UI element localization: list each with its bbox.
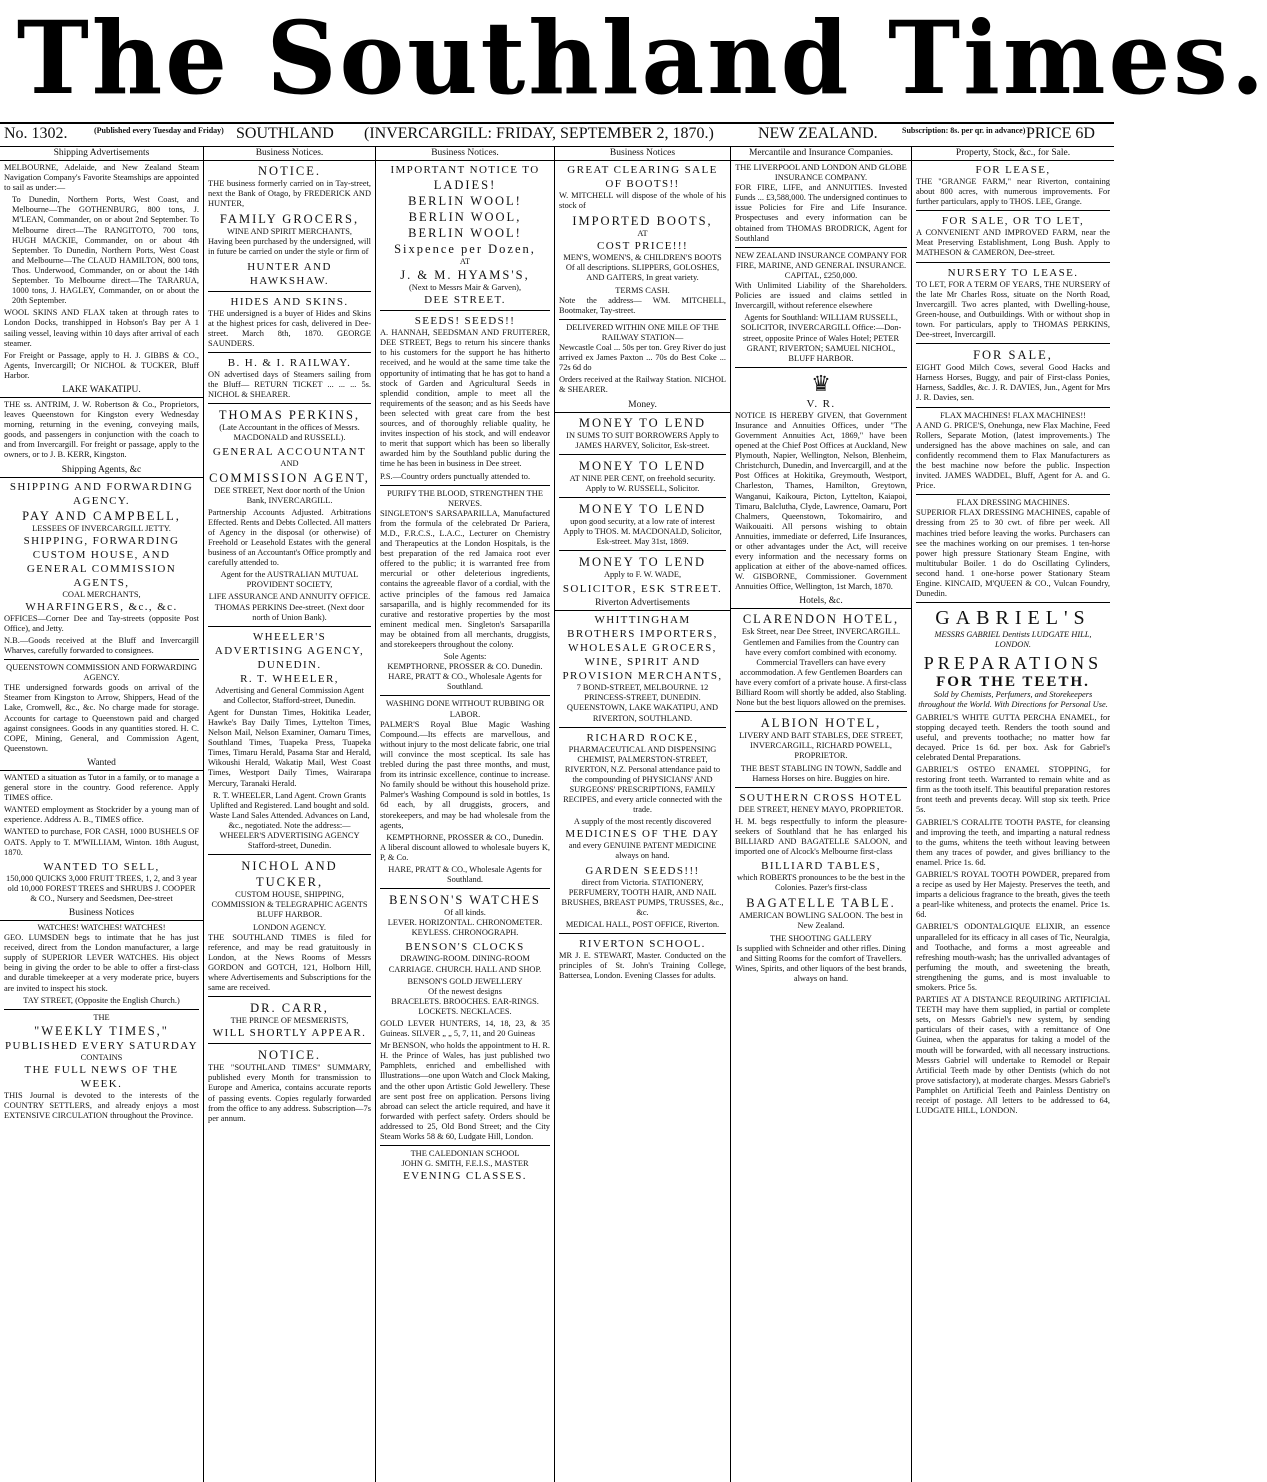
- ad-heading: SEEDS! SEEDS!!: [414, 315, 516, 328]
- column-shipping: [0, 146, 203, 1482]
- ad-line: SOLICITOR, ESK STREET.: [562, 583, 723, 596]
- section-heading: Shipping Agents, &c: [0, 463, 203, 478]
- ad-line: GENERAL ACCOUNTANT: [212, 446, 367, 459]
- ad-heading: "WEEKLY TIMES,": [34, 1023, 169, 1038]
- ad-line: WINE AND SPIRIT MERCHANTS,: [226, 227, 352, 237]
- gabriel-logo-address: MESSRS GABRIEL Dentists LUDGATE HILL, LONDON.: [934, 630, 1092, 650]
- ad-line: LESSEES OF INVERCARGILL JETTY.: [32, 523, 171, 533]
- ad-heading: SHIPPING AND FORWARDING AGENCY.: [9, 480, 194, 507]
- ad-heading: MONEY TO LEND: [578, 555, 707, 570]
- ad-text: With Unlimited Liability of the Shareholders. Policies are issued and claims settled in Invercargill, without reference elsewhere: [735, 281, 907, 311]
- ad-text: Agent for the AUSTRALIAN MUTUAL PROVIDENT SOCIETY,: [220, 570, 359, 590]
- ad-text: Newcastle Coal ... 50s per ton. Grey River do just arrived ex James Paxton ... 70s do Best Coke ... 72s 6d do: [559, 343, 726, 373]
- publication-schedule: (Published every Tuesday and Friday): [94, 126, 224, 135]
- column-insurance-hotels: [730, 146, 911, 1482]
- ad-text: A. HANNAH, SEEDSMAN AND FRUITERER, DEE STREET, Begs to return his sincere thanks to his customers for the support he has hitherto received, and he would at the same time take the opportunity of intimating that he has got to hand a stock of Garden and Agricultural Seeds in splendid condition, ample to meet all the requirements of the season; and as his Seeds have been selected with great care from the best sources, and of thoroughly reliable quality, he invites inspection of his stock, and will endeavor to merit that support which has been so liberally awarded him by the Southland public during the time he has been in business in Dee street.: [380, 328, 550, 469]
- ad-text: Advertising and General Commission Agent and Collector, Stafford-street, Dunedin.: [215, 685, 364, 705]
- masthead: [0, 0, 1267, 118]
- ad-line: CUSTOM HOUSE, AND: [32, 548, 171, 561]
- ad-text: which ROBERTS pronounces to be the best in the Colonies. Pazer's first-class: [737, 873, 905, 893]
- ad-text: AT NINE PER CENT, on freehold security. Apply to W. RUSSELL, Solicitor.: [569, 473, 716, 493]
- ad-line: AND: [280, 459, 299, 469]
- ad-heading: FOR SALE, OR TO LET,: [941, 215, 1085, 228]
- section-heading: Business Notices: [0, 906, 203, 921]
- ad-line: GENERAL COMMISSION AGENTS,: [26, 562, 177, 589]
- ad-heading: MONEY TO LEND: [578, 415, 707, 430]
- ad-heading: WASHING DONE WITHOUT RUBBING OR LABOR.: [385, 699, 545, 719]
- ad-text: Is supplied with Schneider and other rifles. Dining and Sitting Rooms for the comfort of Travellers. Wines, Spirits, and other liquors of the best brands, always on hand.: [735, 943, 907, 983]
- ad-text: R. T. WHEELER, Land Agent. Crown Grants Uplifted and Registered. Land bought and sold. Waste Land Sales Attended. Advances on Land, &c., negotiated. Note the address:— WHEELER'S ADVERTISING AGENCY Stafford-street, Dunedin.: [209, 790, 370, 851]
- ad-list: DRAWING-ROOM. DINING-ROOM CARRIAGE. CHURCH. HALL AND SHOP.: [388, 954, 542, 974]
- ad-text: DEE STREET, Next door north of the Union Bank, INVERCARGILL.: [214, 485, 365, 505]
- gabriel-logo-top: GABRIEL'S: [935, 607, 1091, 630]
- ad-heading: NURSERY TO LEASE.: [947, 266, 1079, 279]
- ad-heading: FOR LEASE,: [975, 164, 1051, 176]
- ad-text: MR J. E. STEWART, Master. Conducted on the principles of St. John's Training College, Battersea, London. Evening Classes for adults.: [559, 951, 726, 981]
- column-business-2: [375, 146, 554, 1482]
- ad-heading: QUEENSTOWN COMMISSION AND FORWARDING AGENCY.: [6, 663, 197, 683]
- ad-heading: B. H. & I. RAILWAY.: [227, 356, 352, 369]
- ad-text: Note the address— WM. MITCHELL, Bootmaker, Tay-street.: [559, 295, 726, 315]
- ad-text: Mr BENSON, who holds the appointment to H. R. H. the Prince of Wales, has just published two Pamphlets, enriched and embellished with Illustrations—one upon Watch and Clock Making, and the other upon Artistic Gold Jewellery. These are sent post free on application. Persons living abroad can select the article required, and have it forwarded with perfect safety. Orders should be addressed to 25, Old Bond Street; and the City Steam Works 58 & 60, Ludgate Hill, London.: [380, 1041, 550, 1142]
- ad-line: Of the newest designs: [428, 986, 502, 996]
- ad-line: J. & M. HYAMS'S,: [400, 268, 530, 283]
- ad-line: Of all kinds.: [444, 908, 486, 918]
- section-heading: Riverton Advertisements: [555, 596, 730, 611]
- ad-text: W. MITCHELL will dispose of the whole of his stock of: [559, 191, 726, 211]
- ad-heading: FLAX MACHINES! FLAX MACHINES!!: [940, 410, 1086, 420]
- ad-line: BERLIN WOOL! BERLIN WOOL, BERLIN WOOL!: [408, 194, 522, 240]
- ad-heading: HIDES AND SKINS.: [230, 295, 349, 308]
- dateline-place: SOUTHLAND: [236, 125, 334, 142]
- wanted-ad: WANTED employment as Stockrider by a young man of experience. Address A. B., TIMES office.: [4, 805, 199, 825]
- ad-line: COMMISSION AGENT,: [209, 470, 370, 485]
- ad-line: A supply of the most recently discovered: [573, 817, 712, 827]
- ad-heading: FOR SALE,: [973, 348, 1053, 363]
- ad-text: SUPERIOR FLAX DRESSING MACHINES, capable of dressing from 25 to 30 cwt. of fibre per week. All machines tried before leaving the works. Purchasers can see the machines working on our premises. 1 ten-horse power high pressure Stationary Steam Engine, with multitubular Boiler. 1 do do Oscillating Cylinders, second hand. 1 one-horse power Stationary Steam Engine. KINCAID, M'QUEEN & CO., Vulcan Foundry, Dunedin.: [916, 508, 1110, 599]
- ad-text: direct from Victoria. STATIONERY, PERFUMERY, TOOTH HAIR, AND NAIL BRUSHES, BREAST PUMPS, TRUSSES, &c., &c.: [561, 877, 724, 917]
- ad-text: PARTIES AT A DISTANCE REQUIRING ARTIFICIAL TEETH may have them supplied, in partial or complete sets, on Messrs Gabriel's new system, by sending particulars of their cases, with a remittance of One Guinea, when the apparatus for taking a model of the mouth will be forwarded, with all necessary instructions. Messrs Gabriel will undertake to Remodel or Repair Artificial Teeth made by other Dentists (which do not prove satisfactory), at moderate charges. Messrs Gabriel's Pamphlet on Artificial Teeth and Painless Dentistry on receipt of postage. All letters to be addressed to 64, LUDGATE HILL, LONDON.: [916, 995, 1110, 1116]
- ad-heading: RIVERTON SCHOOL.: [579, 938, 706, 951]
- ad-line: LIFE ASSURANCE AND ANNUITY OFFICE.: [208, 592, 371, 602]
- masthead-title: The Southland Times.: [16, 0, 1267, 117]
- ad-text: A AND G. PRICE'S, Onehunga, new Flax Machine, Feed Rollers, Separate Motion, (latest improvements.) The undersigned has the above machines on sale, and can confidently recommend them to Flax Manufacturers as the best machine now before the public. Inspection invited. JAMES WADDEL, Bluff, Agent for A. and G. Price.: [916, 420, 1110, 491]
- issue-price: PRICE 6D: [1026, 125, 1095, 142]
- ad-text: 7 BOND-STREET, MELBOURNE. 12 PRINCESS-STREET, DUNEDIN. QUEENSTOWN, LAKE WAKATIPU, AND RIVERTON, SOUTHLAND.: [566, 683, 719, 723]
- ad-text: upon good security, at a low rate of interest Apply to THOS. M. MACDONALD, Solicitor, Esk-street. May 31st, 1869.: [563, 516, 722, 547]
- ad-heading: PURIFY THE BLOOD, STRENGTHEN THE NERVES.: [387, 488, 543, 508]
- ad-heading: IMPORTANT NOTICE TO: [390, 164, 540, 176]
- ad-line: THE FULL NEWS OF THE WEEK.: [24, 1063, 179, 1090]
- ad-line: SHIPPING, FORWARDING: [23, 534, 180, 547]
- section-heading: Shipping Advertisements: [0, 146, 203, 161]
- ad-heading: DR. CARR,: [250, 1001, 329, 1016]
- royal-arms-icon: ♛: [811, 370, 831, 396]
- section-heading: Wanted: [0, 756, 203, 771]
- ad-heading: WANTED TO SELL,: [43, 860, 160, 873]
- ad-text: Agents for Southland: WILLIAM RUSSELL, SOLICITOR, INVERCARGILL Office:—Don-street, opposite Prince of Wales Hotel; PETER GRANT, RIVERTON; SAMUEL NICHOL, BLUFF HARBOR.: [740, 313, 902, 363]
- ad-heading: NOTICE.: [258, 164, 321, 178]
- dateline: [0, 122, 1114, 147]
- ad-line: TERMS CASH.: [615, 285, 670, 295]
- ad-heading: LONDON AGENCY.: [253, 922, 326, 932]
- ad-line: WILL SHORTLY APPEAR.: [212, 1027, 367, 1040]
- section-heading: Money.: [555, 398, 730, 413]
- antrim-notice: THE ss. ANTRIM, J. W. Robertson & Co., Proprietors, leaves Queenstown for Kingston every Wednesday morning, returning in the evening, conveying mails, goods, and passengers in conjunction with the coach to and from Invercargill. For freight or passage, apply to the owners, or to J. B. KERR, Kingston.: [4, 399, 199, 460]
- ad-text: THE "GRANGE FARM," near Riverton, containing about 800 acres, with numerous improvements. For further particulars, apply to THOS. LEE, Grange.: [916, 177, 1110, 207]
- wool-notice: WOOL SKINS AND FLAX taken at through rates to London Docks, transhipped in Hobson's Bay per A 1 sailing vessel, leaving within 10 days after arrival of each steamer.: [4, 308, 199, 348]
- ad-heading: BENSON'S CLOCKS: [405, 941, 525, 954]
- ad-heading: NICHOL AND TUCKER,: [241, 859, 338, 890]
- ad-text: A liberal discount allowed to wholesale buyers K, P, & Co.: [380, 842, 550, 862]
- ad-heading: LADIES!: [433, 178, 497, 192]
- ad-text: Esk Street, near Dee Street, INVERCARGILL. Gentlemen and Families from the Country can have every comfort combined with economy. Commercial Travellers can have every accommodation. A few Gentlemen Boarders can have every comfort of a private house. A first-class Billiard Room will shortly be added, also Stabling. None but the best liquors allowed on the premises.: [735, 627, 907, 708]
- ad-text: 150,000 QUICKS 3,000 FRUIT TREES, 1, 2, and 3 year old 10,000 FOREST TREES and SHRUBS J. COOPER & CO., Nursery and Seedsmen, Dee-street: [6, 873, 197, 903]
- ad-heading: RICHARD ROCKE,: [586, 731, 699, 744]
- ad-heading: THE CALEDONIAN SCHOOL: [410, 1149, 520, 1159]
- ad-line: CAPITAL, £250,000.: [784, 270, 858, 280]
- ad-text: N.B.—Goods received at the Bluff and Invercargill Wharves, carefully forwarded to consignees.: [4, 635, 199, 655]
- ad-line: CONTAINS: [80, 1052, 123, 1062]
- ad-line: COST PRICE!!!: [596, 240, 689, 253]
- ad-heading: BENSON'S WATCHES: [389, 893, 541, 908]
- dateline-country: NEW ZEALAND.: [758, 125, 878, 142]
- ad-line: AT: [459, 257, 471, 266]
- ad-text: GABRIEL'S ODONTALGIQUE ELIXIR, an essence unparalleled for its efficacy in all cases of Tic, Neuralgia, and Toothache, and forms a most agreeable and refreshing mouth-wash; has the unrivalled advantages of perfuming the mouth, and sweetening the breath, strengthening the gums, and is most invaluable to smokers. Price 5s.: [916, 922, 1110, 992]
- ad-heading: THOMAS PERKINS,: [218, 408, 361, 423]
- ad-text: A CONVENIENT AND IMPROVED FARM, near the Meat Preserving Establishment, Long Bush. Apply to MATHESON & CAMERON, Dee-street.: [916, 228, 1110, 258]
- ad-line: KEMPTHORNE, PROSSER & CO., Dunedin.: [386, 832, 544, 842]
- ad-text: FOR FIRE, LIFE, and ANNUITIES. Invested Funds ... £3,588,000. The undersigned continues to issue Policies for Fire and Life Insurance. Prospectuses and every information can be obtained from THOMAS BRODRICK, Agent for Southland: [735, 183, 907, 243]
- issue-date: (INVERCARGILL: FRIDAY, SEPTEMBER 2, 1870.): [364, 125, 714, 142]
- ad-text: SINGLETON'S SARSAPARILLA, Manufactured from the formula of the celebrated Dr Pariera, M.D., F.R.C.S., L.A.C., Lecturer on Chemistry and Therapeutics at the London Hospitals, is the best preparation of the red Jamaica root ever offered to the public; it is warranted free from mercurial or other deleterious ingredients, contains the agreeable flavor of a cordial, with the active principles of the famous red Jamaica sarsaparilla, and is highly recommended for its curative and restorative properties by the most eminent medical men. Singleton's Sarsaparilla may be obtained from all merchants, druggists, and storekeepers throughout the colony.: [380, 508, 550, 649]
- ad-heading: MONEY TO LEND: [578, 501, 707, 516]
- ad-text: MEDICAL HALL, POST OFFICE, Riverton.: [565, 919, 720, 929]
- ad-text: GEO. LUMSDEN begs to intimate that he has just received, direct from the London manufacturer, a large supply of SUPERIOR LEVER WATCHES. His object being in giving the order to be able to offer a first-class and durable timekeeper at a very moderate price, buyers are invited to inspect his stock.: [4, 933, 199, 993]
- ad-line: EVENING CLASSES.: [403, 1170, 527, 1183]
- ad-heading: WHITTINGHAM BROTHERS IMPORTERS, WHOLESALE GROCERS, WINE, SPIRIT AND PROVISION MERCHANTS,: [562, 614, 723, 683]
- ad-text: MEN'S, WOMEN'S, & CHILDREN'S BOOTS Of all descriptions. SLIPPERS, GOLOSHES, AND GAITERS, In great variety.: [563, 253, 722, 283]
- ad-text: EIGHT Good Milch Cows, several Good Hacks and Harness Horses, Buggy, and pair of First-class Ponies, Harness, Saddles, &c. J. R. DAVIES, Jun., Agent for Mrs J. R. Davies, sen.: [916, 363, 1110, 403]
- ad-heading: MONEY TO LEND: [578, 458, 707, 473]
- ad-line: AT: [637, 229, 648, 239]
- ad-text: DEE STREET, HENEY MAYO, PROPRIETOR.: [738, 804, 904, 814]
- ad-line: WHARFINGERS, &c., &c.: [25, 600, 178, 613]
- ad-text: Orders received at the Railway Station. NICHOL & SHEARER.: [559, 375, 726, 395]
- ad-text: TO LET, FOR A TERM OF YEARS, THE NURSERY of the late Mr Charles Ross, situate on the North Road, Invercargill. Two acres planted, with Dwelling-house, Green-house, and Outbuildings. With or without shop in town. For particulars, apply to THOMAS PERKINS, Dee-street, Invercargill.: [916, 279, 1110, 340]
- ad-line: TAY STREET, (Opposite the English Church.): [23, 995, 180, 1005]
- section-heading: Property, Stock, &c., for Sale.: [912, 146, 1114, 161]
- ad-text: GABRIEL'S WHITE GUTTA PERCHA ENAMEL, for stopping decayed teeth. Renders the tooth sound and useful, and prevents toothache; no matter how far decayed. Price 1s 6d. per box. Ask for Gabriel's celebrated Dental Preparations.: [916, 712, 1110, 762]
- section-heading: Mercantile and Insurance Companies.: [731, 146, 911, 161]
- ad-line: V. R.: [806, 397, 836, 410]
- ad-text: THE "SOUTHLAND TIMES" SUMMARY, published every Month for transmission to Europe and America, contains accurate reports of passing events. Copies regularly forwarded from the office to any address. Subscription—7s per annum.: [208, 1063, 371, 1123]
- ad-text: THIS Journal is devoted to the interests of the COUNTRY SETTLERS, and already enjoys a most EXTENSIVE CIRCULATION throughout the Province.: [4, 1090, 199, 1121]
- ad-line: BILLIARD TABLES,: [761, 860, 881, 873]
- ad-text: P.S.—Country orders punctually attended to.: [380, 471, 531, 481]
- ad-heading: FOR THE TEETH.: [936, 674, 1090, 691]
- ad-heading: WATCHES! WATCHES! WATCHES!: [37, 922, 166, 932]
- ad-heading: FAMILY GROCERS,: [219, 212, 360, 227]
- ad-text: Agent for Dunstan Times, Hokitika Leader, Hawke's Bay Daily Times, Lyttelton Times, Nelson Mail, Nelson Examiner, Oamaru Times, Southland Times, Tuapeka Press, Tuapeka Times, Timaru Herald, Pasama Star and Herald, Wikoushi Herald, Wakatip Mail, West Coast Times, Westport Daily Times, Wairarapa Mercury, Taranaki Herald.: [208, 707, 371, 788]
- ad-line: JOHN G. SMITH, F.E.I.S., MASTER: [401, 1159, 529, 1169]
- section-heading: Business Notices.: [204, 146, 375, 161]
- ad-heading: GREAT CLEARING SALE OF BOOTS!!: [567, 164, 718, 190]
- columns: [0, 146, 1114, 1482]
- ad-line: IMPORTED BOOTS,: [572, 214, 713, 229]
- ad-line: HARE, PRATT & CO., Wholesale Agents for Southland.: [388, 864, 542, 885]
- ad-list: LEVER. HORIZONTAL. CHRONOMETER. KEYLESS. CHRONOGRAPH.: [387, 918, 543, 938]
- ad-line: PUBLISHED EVERY SATURDAY: [5, 1039, 198, 1052]
- ad-text: Apply to F. W. WADE,: [603, 570, 682, 580]
- steamship-notice: MELBOURNE, Adelaide, and New Zealand Steam Navigation Company's Favorite Steamships are appointed to sail as under:—: [4, 163, 199, 193]
- ad-heading: PAY AND CAMPBELL,: [22, 508, 181, 523]
- ad-line: THE: [93, 1012, 110, 1022]
- ad-line: KEMPTHORNE, PROSSER & CO. Dunedin.: [387, 662, 543, 672]
- ad-text: LIVERY AND BAIT STABLES, DEE STREET, INVERCARGILL, RICHARD POWELL, PROPRIETOR.: [739, 731, 903, 761]
- ad-heading: THE LIVERPOOL AND LONDON AND GLOBE INSURANCE COMPANY.: [735, 163, 907, 183]
- ad-text: THE SOUTHLAND TIMES is filed for reference, and may be read gratuitously in London, at the News Rooms of Messrs GORDON and GOTCH, 121, Holborn Hill, where Advertisements and Subscriptions for the same are received.: [208, 932, 371, 993]
- ad-text: PALMER'S Royal Blue Magic Washing Compound.—Its effects are marvellous, and without injury to the most delicate fabric, one trial will convince the most sceptical. Its sale has trebled during the past three months, and must, from its intrinsic excellence, continue to increase. No family should be without this household prize. Palmer's Washing Compound is sold in bottles, 1s 6d each, by all druggists, grocers, and storekeepers, and may be had wholesale from the agents,: [380, 719, 550, 830]
- ad-heading: THE SHOOTING GALLERY: [770, 933, 872, 943]
- ad-text: and every GENUINE PATENT MEDICINE always on hand.: [568, 841, 717, 861]
- ad-heading: ALBION HOTEL,: [760, 716, 882, 731]
- ad-text: PHARMACEUTICAL AND DISPENSING CHEMIST, PALMERSTON-STREET, RIVERTON, N.Z. Personal attendance paid to the compounding of PHYSICIANS' AND SURGEONS' PRESCRIPTIONS, FAMILY RECIPES, and every article connected with the trade.: [563, 744, 722, 815]
- ad-text: THOMAS PERKINS Dee-street. (Next door north of Union Bank).: [214, 602, 365, 622]
- ad-line: BAGATELLE TABLE.: [746, 896, 896, 911]
- ad-text: GABRIEL'S CORALITE TOOTH PASTE, for cleansing and improving the teeth, and imparting a natural redness to the gums, whitens the teeth without leaving between them any traces of powder, and gives brilliancy to the enamel. Price 1s. 6d.: [916, 817, 1110, 867]
- ad-text: THE BEST STABLING IN TOWN, Saddle and Harness Horses on hire. Buggies on hire.: [740, 763, 902, 783]
- ad-list: BRACELETS. BROOCHES. EAR-RINGS. LOCKETS. NECKLACES.: [391, 996, 539, 1016]
- ad-text: AMERICAN BOWLING SALOON. The best in New Zealand.: [739, 911, 903, 931]
- ad-heading: FLAX DRESSING MACHINES.: [956, 498, 1070, 508]
- freight-contact: For Freight or Passage, apply to H. J. GIBBS & CO., Agents, Invercargill; Or NICHOL & TUCKER, Bluff Harbor.: [4, 350, 199, 380]
- ad-line: R. T. WHEELER,: [240, 672, 339, 685]
- section-heading: Business Notices: [555, 146, 730, 161]
- ad-text: GABRIEL'S OSTEO ENAMEL STOPPING, for restoring front teeth. Warranted to remain white and as firm as the tooth itself. This beautiful preparation restores front teeth and prevents decay. Will stop six teeth. Price 5s.: [916, 765, 1110, 815]
- column-property: [911, 146, 1114, 1482]
- issue-number: No. 1302.: [4, 125, 68, 142]
- ad-text: NOTICE IS HEREBY GIVEN, that Government Insurance and Annuities Offices, under "The Government Annuities Act, 1869," have been opened at the Chief Post Offices at Auckland, New Plymouth, Napier, Wellington, Nelson, Blenheim, Christchurch, Dunedin, and Invercargill, and at the Post Offices at Hokitika, Greymouth, Westport, Charleston, Thames, Hamilton, Greytown, Wanganui, Kaikoura, Picton, Lyttelton, Kaiapoi, Timaru, Balclutha, Clyde, Lawrence, Oamaru, Port Chalmers, Queenstown, Tokomairiro, and Waikouaiti. All persons wishing to obtain Annuities, immediate or deferred, Life Insurances, or other advantages under the Act, will receive every information and the necessary forms on application at either of the above-named offices. W. GISBORNE, Commissioner. Government Annuities Office, Wellington, 1st March, 1870.: [735, 410, 907, 592]
- wanted-ad: WANTED to purchase, FOR CASH, 1000 BUSHELS OF OATS. Apply to T. M'WILLIAM, Winton. 18th August, 1870.: [4, 827, 199, 857]
- ad-heading: NOTICE.: [258, 1048, 321, 1063]
- ad-line: Sixpence per Dozen,: [394, 242, 536, 256]
- ad-heading: HUNTER AND HAWKSHAW.: [247, 260, 332, 287]
- ad-heading: NEW ZEALAND INSURANCE COMPANY FOR FIRE, MARINE, AND GENERAL INSURANCE.: [735, 250, 907, 270]
- ad-heading: DELIVERED WITHIN ONE MILE OF THE RAILWAY STATION—: [566, 322, 719, 342]
- ad-line: THE PRINCE OF MESMERISTS,: [230, 1016, 349, 1026]
- ad-heading: CLARENDON HOTEL,: [742, 612, 900, 627]
- section-heading: Hotels, &c.: [731, 594, 911, 609]
- column-business-3: [554, 146, 730, 1482]
- ad-line: HARE, PRATT & CO., Wholesale Agents for Southland.: [388, 672, 542, 692]
- section-heading: LAKE WAKATIPU.: [0, 383, 203, 398]
- ad-heading: WHEELER'S ADVERTISING AGENCY, DUNEDIN.: [214, 630, 365, 671]
- ad-text: Having been purchased by the undersigned, will in future be carried on under the style or firm of: [208, 237, 371, 257]
- ad-line: GARDEN SEEDS!!!: [585, 864, 700, 877]
- ad-text: IN SUMS TO SUIT BORROWERS Apply to JAMES HARVEY, Solicitor, Esk-street.: [566, 430, 719, 450]
- ad-text: CUSTOM HOUSE, SHIPPING, COMMISSION & TELEGRAPHIC AGENTS BLUFF HARBOR.: [211, 890, 368, 920]
- ad-text: OFFICES—Corner Dee and Tay-streets (opposite Post Office), and Jetty.: [4, 613, 199, 633]
- ad-line: MEDICINES OF THE DAY: [565, 828, 720, 841]
- ad-text: GABRIEL'S ROYAL TOOTH POWDER, prepared from a recipe as used by Her Majesty. Preserves the teeth, and imparts a delicious fragrance to the breath, gives the teeth a pearl-like whiteness, and protects the enamel. Price 1s. 6d.: [916, 869, 1110, 920]
- ad-text: Partnership Accounts Adjusted. Arbitrations Effected. Rents and Debts Collected. All matters of Agency in the disposal (or otherwise) of Freehold or Leasehold Estates with the general business of an Accountant's Office promptly and carefully attended to.: [208, 507, 371, 568]
- ad-line: (Next to Messrs Mair & Garven),: [408, 283, 522, 293]
- subscription-note: Subscription: 8s. per qr. in advance): [902, 126, 1026, 135]
- ad-line: Sole Agents:: [443, 652, 487, 662]
- ad-line: COAL MERCHANTS,: [62, 589, 141, 599]
- ad-text: H. M. begs respectfully to inform the pleasure-seekers of Southland that he has enlarged his BILLIARD AND BAGATELLE SALOON, and imported one of Alcock's Melbourne first-class: [735, 816, 907, 857]
- ad-text: GOLD LEVER HUNTERS, 14, 18, 23, & 35 Guineas. SILVER „ „ 5, 7, 11, and 20 Guineas: [380, 1019, 550, 1039]
- ad-text: (Late Accountant in the offices of Messrs. MACDONALD and RUSSELL).: [219, 423, 360, 443]
- column-business-1: [203, 146, 375, 1482]
- ad-heading: SOUTHERN CROSS HOTEL: [739, 791, 903, 804]
- ad-text: Sold by Chemists, Perfumers, and Storekeepers throughout the World. With Directions for Personal Use.: [918, 690, 1108, 710]
- ad-text: THE undersigned forwards goods on arrival of the Steamer from Kingston to Arrow, Shippers, Head of the Lake, Cromwell, &c., &c. No charge made for storage. Accounts for cartage to Queenstown paid and charged against consignees. Goods in any quantities stored. H. C. COPE, Mining, General, and Commission Agent, Queenstown.: [4, 683, 199, 753]
- ad-line: DEE STREET.: [424, 294, 506, 307]
- gabriel-logo-bottom: PREPARATIONS: [923, 653, 1103, 674]
- ad-text: THE undersigned is a buyer of Hides and Skins at the highest prices for cash, delivered in Dee-street. March 8th, 1870. GEORGE SAUNDERS.: [208, 308, 371, 348]
- wanted-ad: WANTED a situation as Tutor in a family, or to manage a general store in the country. Good reference. Apply TIMES office.: [4, 772, 199, 803]
- section-heading: Business Notices.: [376, 146, 554, 161]
- ad-text: THE business formerly carried on in Tay-street, next the Bank of Otago, by FREDERICK AND HUNTER,: [208, 179, 371, 209]
- ad-heading: BENSON'S GOLD JEWELLERY: [407, 976, 523, 986]
- ad-text: ON advertised days of Steamers sailing from the Bluff— RETURN TICKET ... ... ... 5s. NICHOL & SHEARER.: [208, 369, 371, 400]
- sailing-routes: To Dunedin, Northern Ports, West Coast, and Melbourne—The GOTHENBURG, 800 tons, J. M'LEAN, Commander, on or about 2nd September. To Melbourne direct—The RANGITOTO, 700 tons, HUGH MACKIE, Commander, on or about 4th September. To Dunedin, Northern Ports, West Coast and Melbourne—The CLAUD HAMILTON, 800 tons, Thos. Underwood, Commander, on or about the 14th September. To Melbourne direct—The TARARUA, 1000 tons, J. HAGLEY, Commander, on or about the 20th September.: [12, 195, 199, 306]
